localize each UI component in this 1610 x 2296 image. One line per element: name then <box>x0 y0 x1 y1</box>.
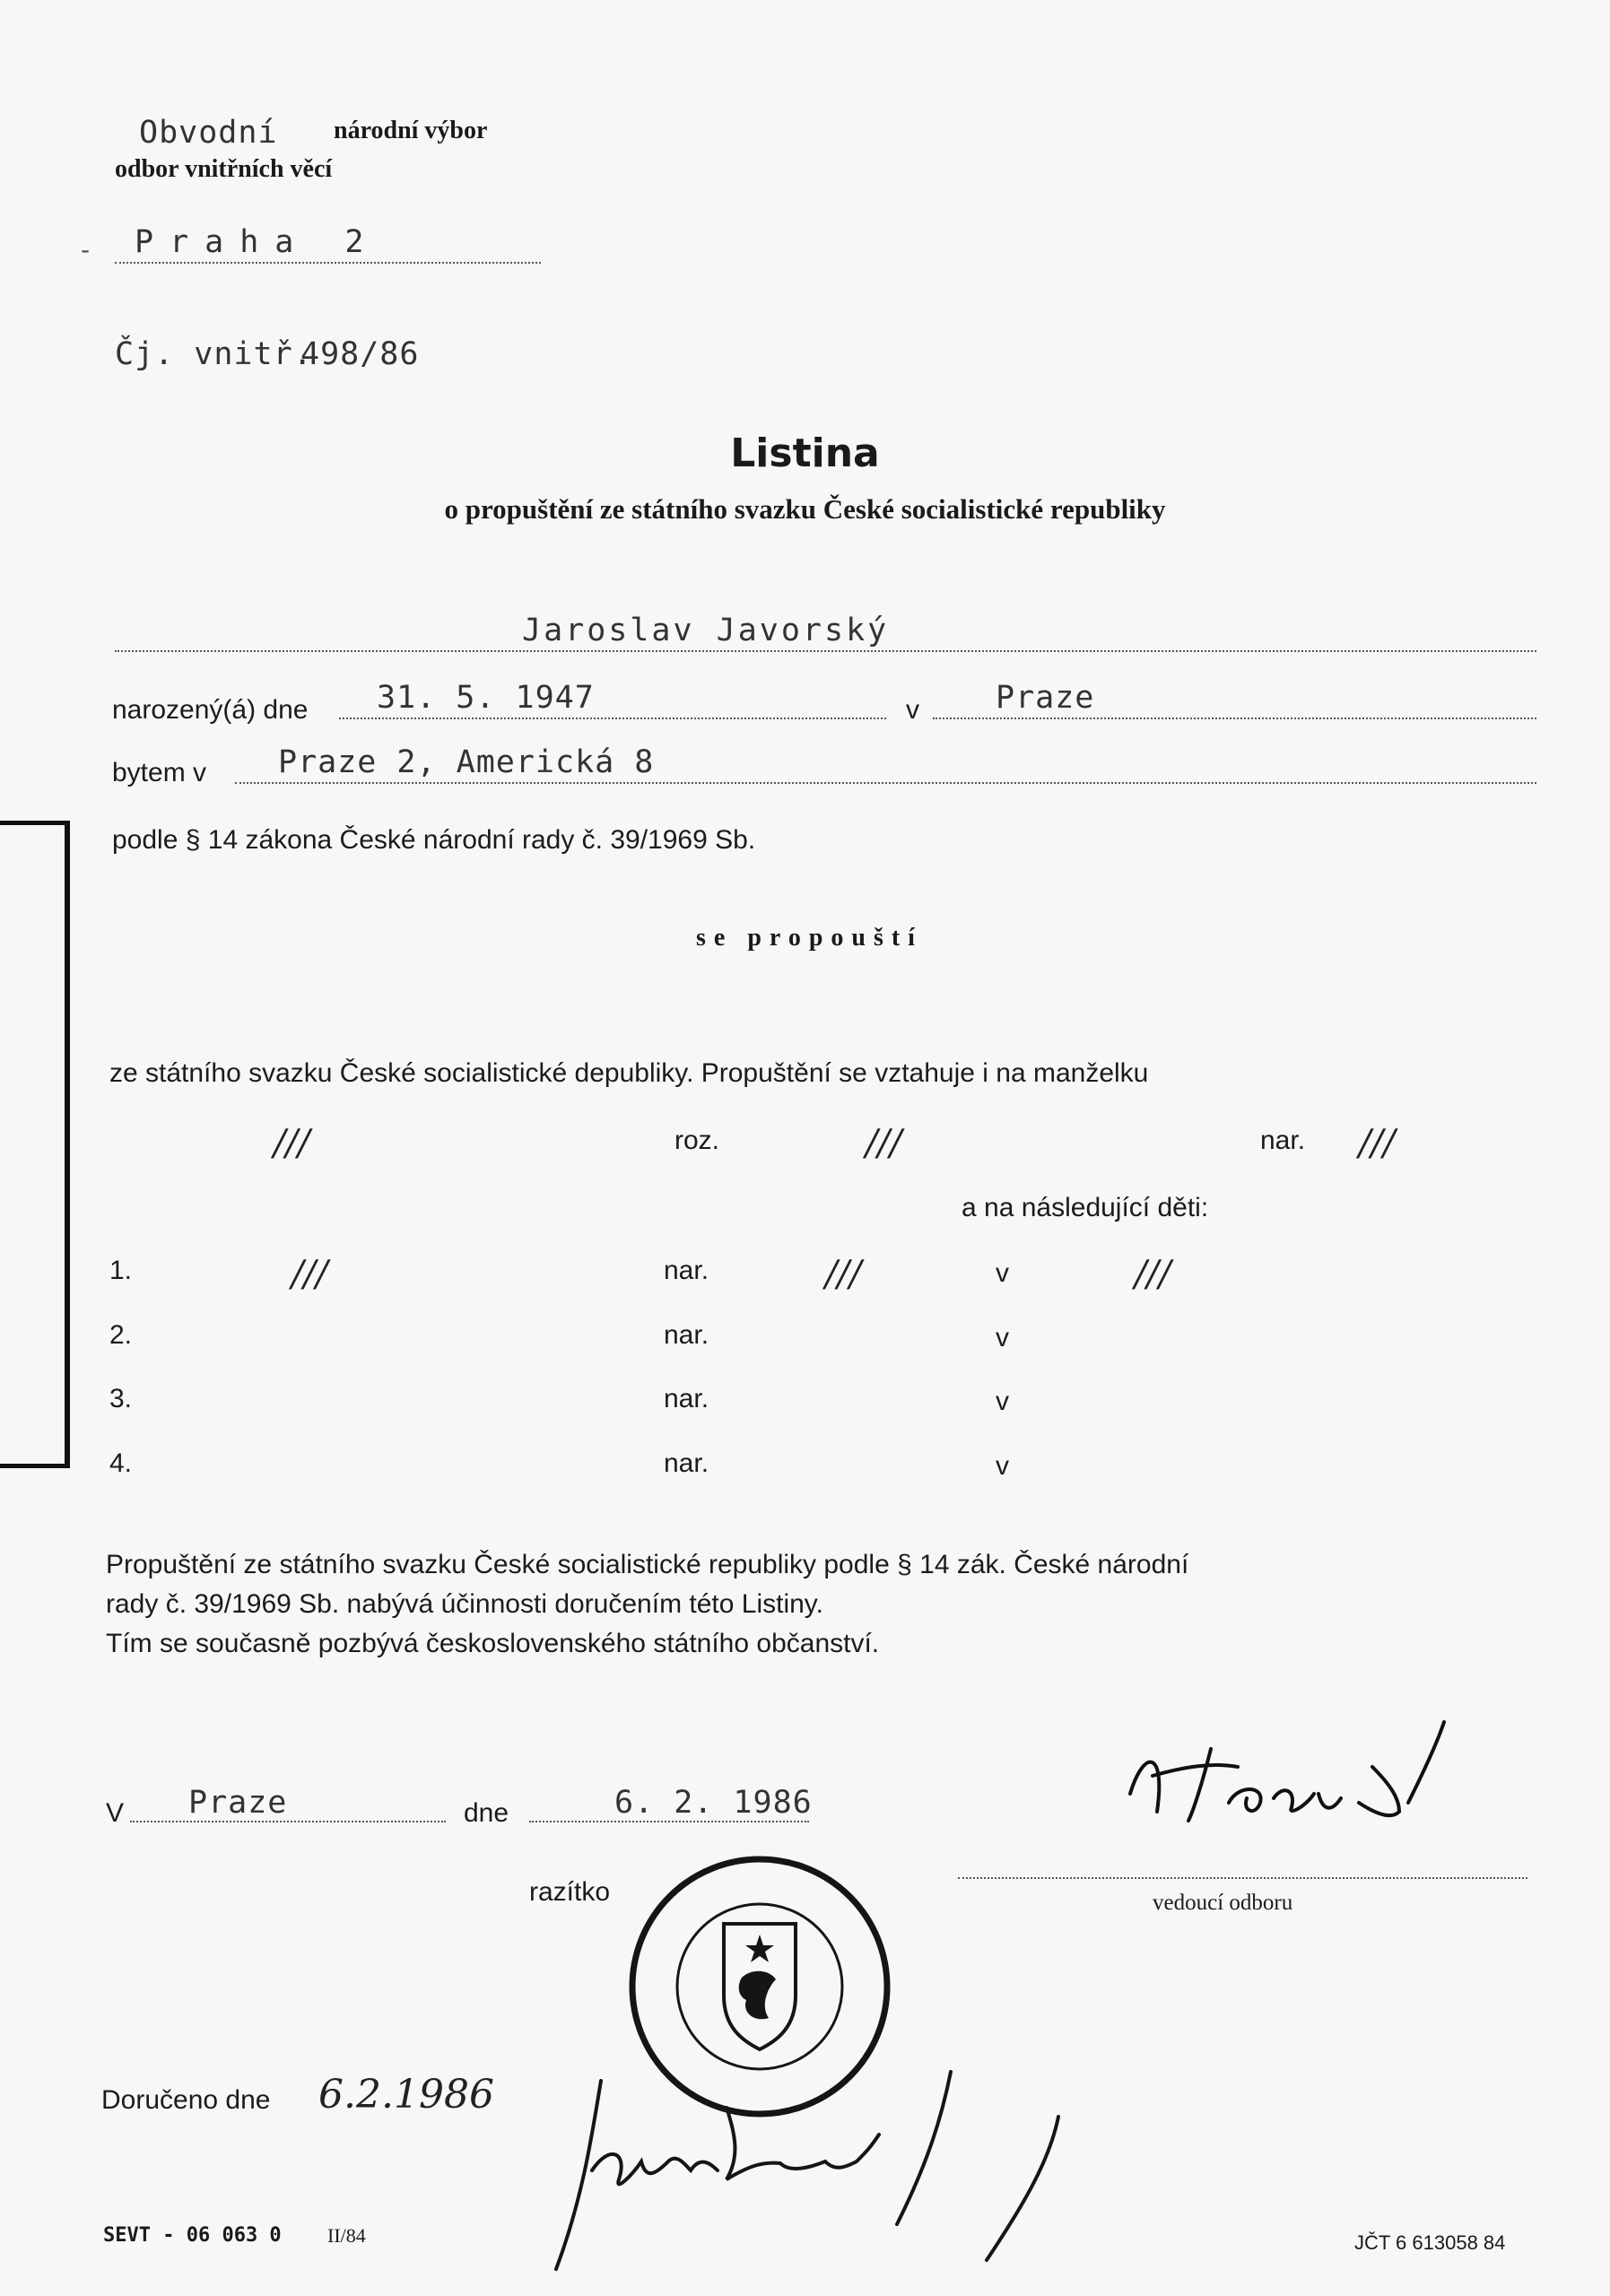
born-in-label: v <box>906 695 919 725</box>
signing-place-label: V <box>106 1798 125 1828</box>
legal-basis: podle § 14 zákona České národní rady č. 39/1969 Sb. <box>112 825 756 855</box>
authority-line1-part2: národní výbor <box>334 117 488 144</box>
residence-value: Praze 2, Americká 8 <box>278 744 655 780</box>
head-label: vedoucí odboru <box>1153 1891 1293 1915</box>
delivery-date: 6.2.1986 <box>318 2072 494 2118</box>
document-subtitle: o propuštění ze státního svazku České socialistické republiky <box>444 493 1166 525</box>
effect-line1: Propuštění ze státního svazku České socialistické republiky podle § 14 zák. České národní <box>106 1550 1189 1579</box>
head-signature-line <box>958 1877 1527 1879</box>
born-date: 31. 5. 1947 <box>377 680 595 716</box>
residence-underline <box>235 782 1536 784</box>
form-code-b: II/84 <box>327 2224 366 2247</box>
child-number: 3. <box>109 1384 133 1413</box>
signing-date-label: dne <box>464 1798 509 1828</box>
child-name: /// <box>292 1254 328 1295</box>
signing-date-underline <box>529 1821 809 1822</box>
authority-line1-part1: Obvodní <box>139 115 278 151</box>
child-nar-label: nar. <box>664 1384 709 1413</box>
spouse-nar: /// <box>1359 1123 1396 1164</box>
signing-place-underline <box>130 1821 446 1822</box>
child-number: 2. <box>109 1320 133 1350</box>
decision: se propouští <box>696 924 923 952</box>
child-v-label: v <box>996 1258 1009 1288</box>
born-place: Praze <box>996 680 1095 716</box>
spouse-nar-label: nar. <box>1260 1126 1306 1155</box>
ref-number: 498/86 <box>300 336 420 372</box>
stamp-label: razítko <box>529 1877 611 1907</box>
signing-place: Praze <box>188 1785 288 1821</box>
spouse-name: /// <box>274 1123 310 1164</box>
ref-label: Čj. vnitř. <box>115 336 313 372</box>
effect-line3: Tím se současně pozbývá československého státního občanství. <box>106 1629 880 1658</box>
child-nar: /// <box>825 1254 862 1295</box>
document-title: Listina <box>730 430 880 476</box>
born-place-underline <box>933 718 1536 719</box>
born-date-underline <box>339 718 886 719</box>
spouse-roz-label: roz. <box>674 1126 720 1155</box>
jct-code: JČT 6 613058 84 <box>1354 2231 1506 2254</box>
child-v: /// <box>1135 1254 1171 1295</box>
person-name: Jaroslav Javorský <box>522 613 890 648</box>
scope: ze státního svazku České socialistické depubliky. Propuštění se vztahuje i na manželku <box>109 1058 1149 1088</box>
head-signature <box>1103 1713 1525 1897</box>
form-code-a: SEVT - 06 063 0 <box>103 2224 282 2247</box>
district-underline <box>115 262 541 264</box>
district: Praha 2 <box>135 224 380 260</box>
child-number: 1. <box>109 1256 133 1285</box>
authority-line2: odbor vnitřních věcí <box>115 155 333 183</box>
recipient-signature <box>520 2063 1166 2283</box>
child-v-label: v <box>996 1323 1009 1352</box>
born-label: narozený(á) dne <box>112 695 309 725</box>
child-number: 4. <box>109 1448 133 1478</box>
dash-mark: - <box>81 235 90 265</box>
effect-line2: rady č. 39/1969 Sb. nabývá účinnosti doručením této Listiny. <box>106 1589 823 1619</box>
child-v-label: v <box>996 1387 1009 1416</box>
child-nar-label: nar. <box>664 1256 709 1285</box>
child-v-label: v <box>996 1451 1009 1481</box>
child-nar-label: nar. <box>664 1320 709 1350</box>
signing-date: 6. 2. 1986 <box>614 1785 813 1821</box>
margin-bracket <box>0 821 70 1468</box>
delivery-label: Doručeno dne <box>101 2085 271 2115</box>
spouse-roz: /// <box>866 1123 902 1164</box>
children-label: a na následující děti: <box>962 1193 1209 1222</box>
child-nar-label: nar. <box>664 1448 709 1478</box>
residence-label: bytem v <box>112 758 207 787</box>
name-underline <box>115 650 1536 652</box>
